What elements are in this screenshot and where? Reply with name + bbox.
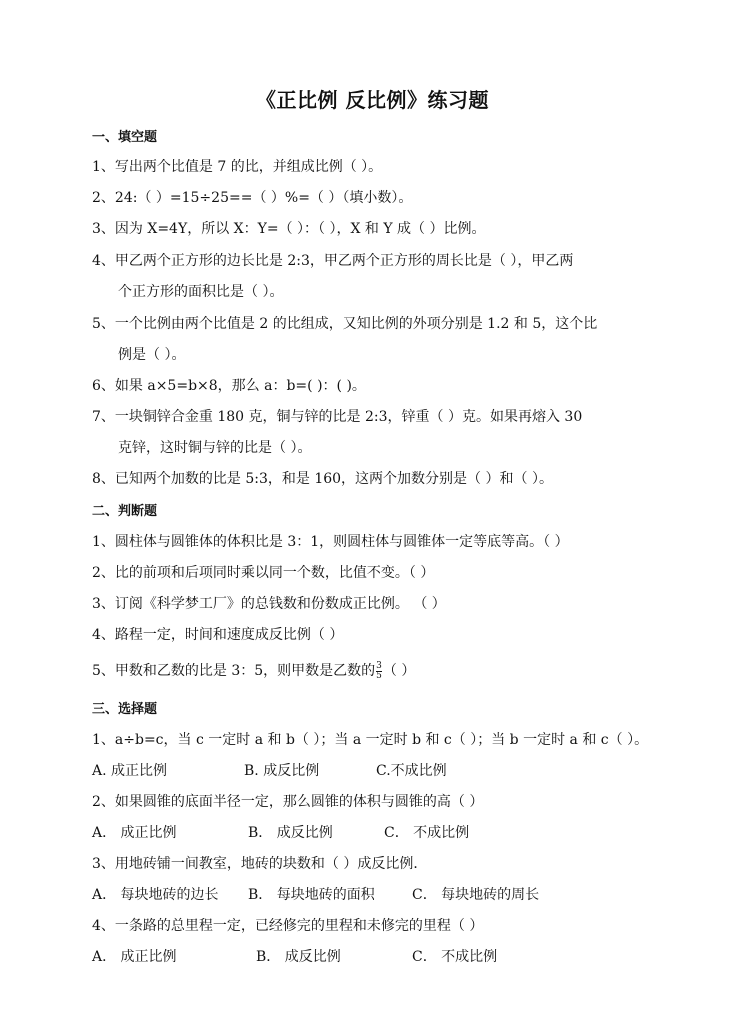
question-line: 4、路程一定，时间和速度成反比例（ ） [92,627,344,643]
section-multiple-choice-heading: 三、选择题 [92,702,158,717]
question-line: 7、一块铜锌合金重 180 克，铜与锌的比是 2:3，锌重（ ）克。如果再熔入 30 [92,409,583,425]
choice-b: B． 成反比例 [256,949,341,965]
question-line: 1、写出两个比值是 7 的比，并组成比例（ ）。 [92,159,383,175]
choice-c: C． 不成比例 [384,825,470,841]
choice-b: B. 成反比例 [244,763,320,779]
question-line: 2、比的前项和后项同时乘以同一个数，比值不变。（ ） [92,565,435,581]
choice-b: B． 成反比例 [248,825,333,841]
page-title: 《正比例 反比例》练习题 [256,88,489,112]
question-line: 2、如果圆锥的底面半径一定，那么圆锥的体积与圆锥的高（ ） [92,794,484,810]
question-line: 3、订阅《科学梦工厂》的总钱数和份数成正比例。 （ ） [92,596,446,612]
choice-a: A． 成正比例 [92,825,177,841]
question-line: 4、一条路的总里程一定，已经修完的里程和未修完的里程（ ） [92,918,484,934]
answer-blank: （ ） [382,663,416,679]
fraction-numerator: 3 [376,660,382,671]
question-line-continued: 个正方形的面积比是（ ）。 [118,284,284,300]
question-line: 4、甲乙两个正方形的边长比是 2:3，甲乙两个正方形的周长比是（ ），甲乙两 [92,253,574,269]
section-true-false-heading: 二、判断题 [92,504,158,519]
fraction [376,662,382,681]
question-line: 6、如果 a×5=b×8，那么 a：b=( )：( )。 [92,378,366,394]
question-line: 1、圆柱体与圆锥体的体积比是 3：1，则圆柱体与圆锥体一定等底等高。（ ） [92,534,569,550]
question-line: 1、a÷b=c，当 c 一定时 a 和 b（ ）；当 a 一定时 b 和 c（ ）；当 b 一定时 a 和 c（ ）。 [92,732,649,748]
question-line: 3、用地砖铺一间教室，地砖的块数和（ ）成反比例． [92,856,428,872]
choice-a: A. 成正比例 [92,763,168,779]
question-line: 5、一个比例由两个比值是 2 的比组成，又知比例的外项分别是 1.2 和 5，这个比 [92,316,598,332]
question-line: 2、24:（ ）=15÷25==（ ）%=（ ）（填小数）。 [92,190,413,206]
question-line: 3、因为 X=4Y，所以 X：Y=（ ）：（ ），X 和 Y 成（ ）比例。 [92,221,486,237]
question-line-continued: 例是（ ）。 [118,347,186,363]
question-text: 5、甲数和乙数的比是 3：5，则甲数是乙数的 [92,663,376,679]
choice-b: B． 每块地砖的面积 [248,887,375,903]
choice-c: C． 不成比例 [412,949,498,965]
choice-a: A． 每块地砖的边长 [92,887,219,903]
section-fill-blank-heading: 一、填空题 [92,130,158,145]
choice-c: C． 每块地砖的周长 [412,887,540,903]
question-line [92,660,415,681]
question-line-continued: 克锌，这时铜与锌的比是（ ）。 [118,440,312,456]
fraction-denominator: 5 [376,670,382,681]
choice-c: C.不成比例 [376,763,447,779]
question-line: 8、已知两个加数的比是 5:3，和是 160，这两个加数分别是（ ）和（ ）。 [92,471,553,487]
choice-a: A． 成正比例 [92,949,177,965]
